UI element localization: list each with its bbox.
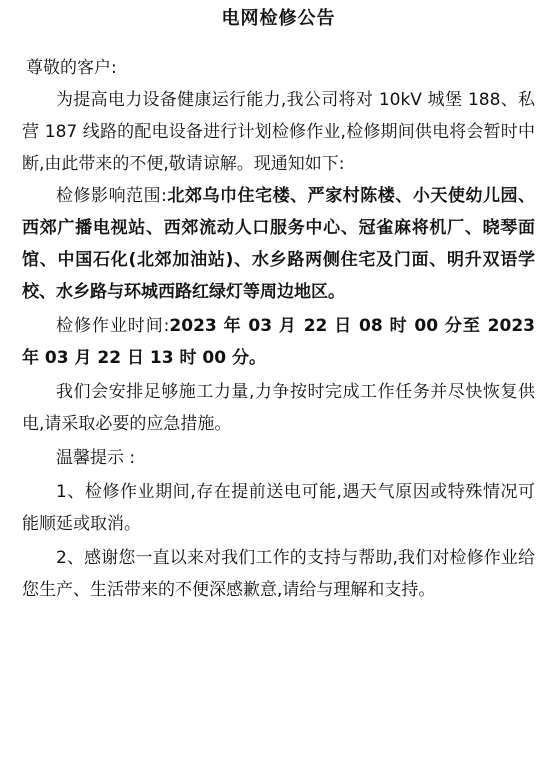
intro-paragraph: 为提高电力设备健康运行能力,我公司将对 10kV 城堡 188、私营 187 线路的配电设备进行计划检修作业,检修期间供电将会暂时中断,由此带来的不便,敬请谅解。现通知如下: xyxy=(22,90,535,174)
commitment-paragraph: 我们会安排足够施工力量,力争按时完成工作任务并尽快恢复供电,请采取必要的应急措施。 xyxy=(22,382,535,434)
notice-title: 电网检修公告 xyxy=(221,8,336,29)
scope-label: 检修影响范围: xyxy=(56,186,167,206)
tip-item-1: 1、检修作业期间,存在提前送电可能,遇天气原因或特殊情况可能顺延或取消。 xyxy=(22,482,535,534)
time-paragraph xyxy=(22,310,535,374)
greeting: 尊敬的客户: xyxy=(26,58,117,78)
scope-text: 北郊乌巾住宅楼、严家村陈楼、小天使幼儿园、西郊广播电视站、西郊流动人口服务中心、冠雀麻将机厂、晓琴面馆、中国石化(北郊加油站)、水乡路两侧住宅及门面、明升双语学校、水乡路与环城西路红绿灯等周边地区。 xyxy=(22,186,536,302)
time-label: 检修作业时间: xyxy=(56,316,170,336)
tip-item-2: 2、感谢您一直以来对我们工作的支持与帮助,我们对检修作业给您生产、生活带来的不便深感歉意,请给与理解和支持。 xyxy=(22,548,535,600)
time-text: 2023 年 03 月 22 日 08 时 00 分至 2023 年 03 月 22 日 13 时 00 分。 xyxy=(22,316,535,368)
tips-heading: 温馨提示 : xyxy=(56,448,136,468)
scope-paragraph xyxy=(22,180,535,308)
